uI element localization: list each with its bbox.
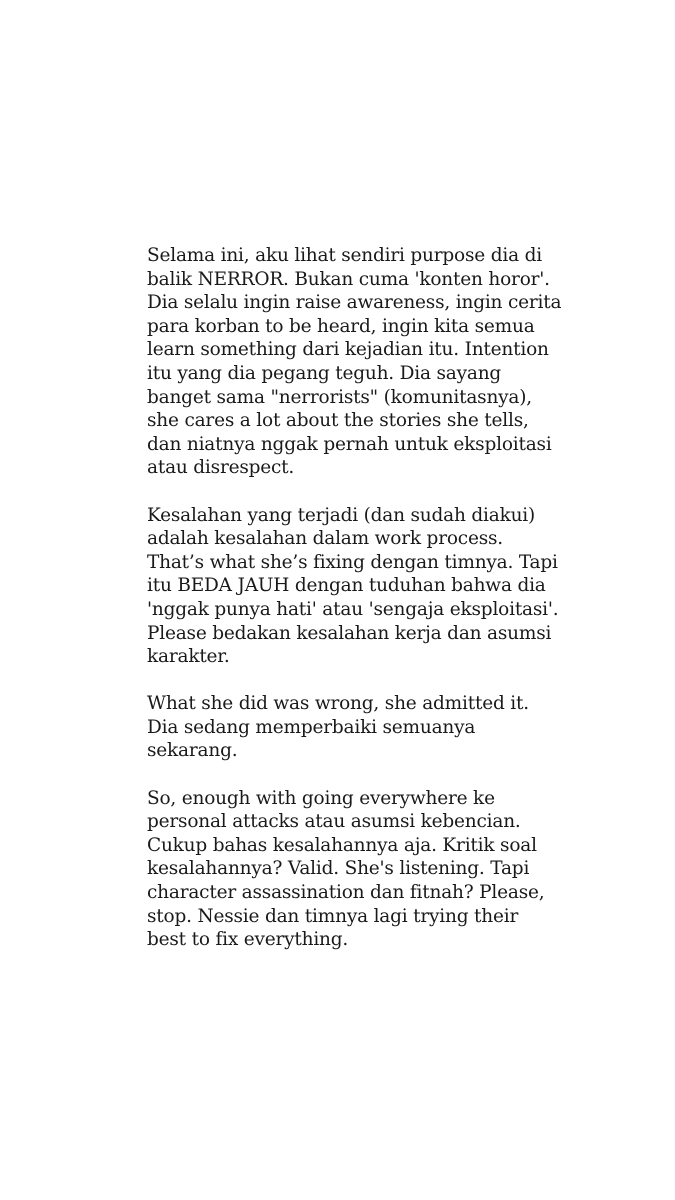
text-line: dan niatnya nggak pernah untuk eksploitasi	[147, 433, 552, 455]
text-line: atau disrespect.	[147, 457, 295, 479]
paragraph-admission	[147, 692, 547, 763]
paragraph-closing	[147, 787, 547, 952]
text-line: balik NERROR. Bukan cuma 'konten horor'.	[147, 268, 550, 290]
text-line: Dia selalu ingin raise awareness, ingin cerita	[147, 292, 562, 314]
text-line: sekarang.	[147, 740, 238, 762]
text-line: she cares a lot about the stories she tells,	[147, 410, 529, 432]
text-line: Selama ini, aku lihat sendiri purpose dia di	[147, 245, 542, 266]
text-line: karakter.	[147, 646, 230, 668]
text-line: para korban to be heard, ingin kita semua	[147, 315, 535, 337]
text-line: banget sama "nerrorists" (komunitasnya),	[147, 386, 532, 408]
paragraph-mistake	[147, 504, 559, 669]
text-line: kesalahannya? Valid. She's listening. Tapi	[147, 858, 530, 880]
text-line: itu BEDA JAUH dengan tuduhan bahwa dia	[147, 575, 546, 597]
text-line: Kesalahan yang terjadi (dan sudah diakui)	[147, 504, 536, 526]
text-line: Dia sedang memperbaiki semuanya	[147, 716, 476, 738]
text-line: What she did was wrong, she admitted it.	[147, 693, 529, 715]
text-line: itu yang dia pegang teguh. Dia sayang	[147, 362, 502, 384]
text-line: So, enough with going everywhere ke	[147, 787, 495, 809]
text-line: personal attacks atau asumsi kebencian.	[147, 811, 521, 833]
text-line: Cukup bahas kesalahannya aja. Kritik soal	[147, 834, 537, 856]
text-line: That’s what she’s fixing dengan timnya. Tapi	[147, 551, 558, 573]
text-line: character assassination dan fitnah? Please,	[147, 882, 545, 904]
text-line: adalah kesalahan dalam work process.	[147, 528, 503, 550]
text-line: learn something dari kejadian itu. Intention	[147, 339, 549, 361]
text-line: best to fix everything.	[147, 929, 349, 951]
text-line: stop. Nessie dan timnya lagi trying their	[147, 905, 519, 927]
paragraph-purpose	[147, 244, 562, 480]
text-line: Please bedakan kesalahan kerja dan asumsi	[147, 622, 552, 644]
text-line: 'nggak punya hati' atau 'sengaja eksploitasi'.	[147, 598, 559, 620]
statement-text	[147, 244, 562, 975]
